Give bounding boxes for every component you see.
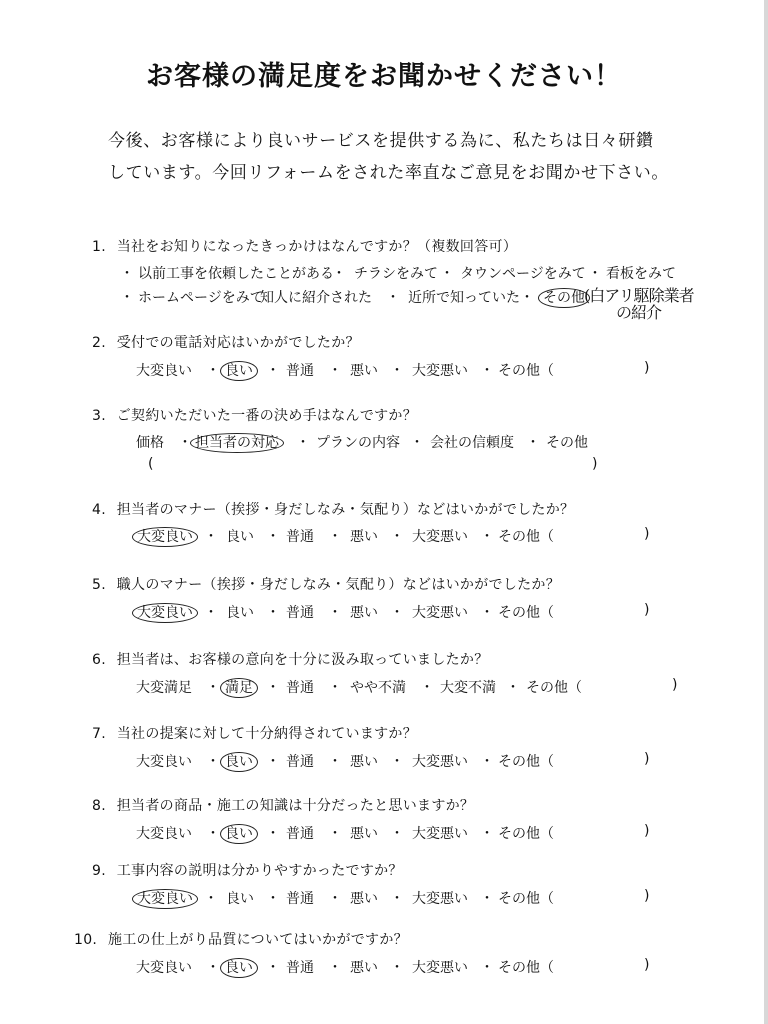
option-item: 普通: [286, 363, 314, 379]
q2-options: [0, 360, 768, 382]
question-number: 9.: [92, 863, 106, 879]
separator: ・: [328, 960, 342, 976]
option-item: プランの内容: [316, 435, 400, 451]
option-item: その他（: [498, 891, 554, 907]
question-number: 10.: [74, 932, 98, 948]
option-item: 悪い: [350, 363, 378, 379]
question-1: [92, 236, 517, 256]
bullet: ・: [520, 290, 534, 306]
option-item: 悪い: [350, 754, 378, 770]
option-item: 普通: [286, 826, 314, 842]
option-item: 大変良い: [136, 754, 192, 770]
separator: ・: [390, 529, 404, 545]
option-item: チラシをみて: [354, 266, 438, 282]
option-item: 大変満足: [136, 680, 192, 696]
q3-options: [0, 432, 768, 454]
separator: ・: [390, 960, 404, 976]
separator: ・: [420, 680, 434, 696]
question-text: 職人のマナー（挨拶・身だしなみ・気配り）などはいかがでしたか？: [116, 577, 561, 593]
separator: ・: [480, 826, 494, 842]
separator: ・: [266, 754, 280, 770]
option-item: 大変良い: [136, 363, 192, 379]
bullet: ・: [440, 266, 454, 282]
selected-option-circle: 大変良い: [132, 603, 198, 623]
option-item: 普通: [286, 680, 314, 696]
question-text: ご契約いただいた一番の決め手はなんですか？: [116, 408, 418, 424]
q8-options: [0, 823, 768, 845]
intro-line-1: 今後、お客様により良いサービスを提供する為に、私たちは日々研鑽: [108, 131, 654, 151]
separator: ・: [328, 363, 342, 379]
separator: ・: [266, 680, 280, 696]
separator: ・: [328, 891, 342, 907]
q6-options: [0, 677, 768, 699]
question-8: [92, 795, 474, 815]
separator: ・: [206, 960, 220, 976]
question-text: 当社の提案に対して十分納得されていますか？: [116, 726, 418, 742]
selected-option-circle: 良い: [220, 958, 258, 978]
option-item: 普通: [286, 891, 314, 907]
question-number: 6.: [92, 652, 106, 668]
close-paren: ): [644, 888, 650, 904]
option-item: 普通: [286, 754, 314, 770]
separator: ・: [328, 605, 342, 621]
separator: ・: [506, 680, 520, 696]
question-4: [92, 499, 574, 519]
option-item: 大変悪い: [412, 754, 468, 770]
selected-option-circle: その他: [538, 288, 590, 308]
question-10: [74, 929, 408, 949]
option-item: 大変悪い: [412, 826, 468, 842]
option-item: 看板をみて: [606, 266, 676, 282]
separator: ・: [390, 891, 404, 907]
selected-option-circle: 良い: [220, 361, 258, 381]
option-item: その他（: [498, 363, 554, 379]
question-text: 受付での電話対応はいかがでしたか？: [116, 335, 360, 351]
option-item: やや不満: [350, 680, 406, 696]
close-paren: ): [644, 751, 650, 767]
separator: ・: [266, 363, 280, 379]
page-title: お客様の満足度をお聞かせください！: [146, 61, 622, 92]
separator: ・: [328, 754, 342, 770]
separator: ・: [204, 891, 218, 907]
option-item: 普通: [286, 605, 314, 621]
handwritten-note: (白アリ駆除業者: [584, 286, 694, 305]
option-item: タウンページをみて: [460, 266, 586, 282]
option-item: 大変悪い: [412, 891, 468, 907]
option-item: 良い: [226, 529, 254, 545]
close-paren: ): [644, 823, 650, 839]
option-item: 悪い: [350, 826, 378, 842]
option-item: 悪い: [350, 529, 378, 545]
question-text: 工事内容の説明は分かりやすかったですか？: [116, 863, 403, 879]
question-7: [92, 723, 417, 743]
option-item: 会社の信頼度: [430, 435, 514, 451]
question-number: 8.: [92, 798, 106, 814]
option-item: 悪い: [350, 960, 378, 976]
separator: ・: [480, 754, 494, 770]
bullet: ・: [120, 266, 134, 282]
separator: ・: [480, 363, 494, 379]
separator: ・: [480, 891, 494, 907]
separator: ・: [480, 529, 494, 545]
q4-options: [0, 526, 768, 548]
separator: ・: [178, 435, 192, 451]
option-item: その他（: [498, 960, 554, 976]
separator: ・: [266, 826, 280, 842]
question-number: 7.: [92, 726, 106, 742]
option-item: 大変悪い: [412, 363, 468, 379]
q5-options: [0, 602, 768, 624]
bullet: ・: [386, 290, 400, 306]
question-text: 担当者のマナー（挨拶・身だしなみ・気配り）などはいかがでしたか？: [116, 502, 575, 518]
close-paren: ): [644, 957, 650, 973]
close-paren: ): [644, 526, 650, 542]
question-number: 2.: [92, 335, 106, 351]
separator: ・: [206, 680, 220, 696]
close-paren: ): [672, 677, 678, 693]
option-item: 知人に紹介された: [260, 290, 372, 306]
selected-option-circle: 担当者の対応: [190, 433, 284, 453]
question-text: 当社をお知りになったきっかけはなんですか？（複数回答可）: [116, 239, 518, 255]
scan-edge: [764, 0, 768, 1024]
separator: ・: [206, 363, 220, 379]
q9-options: [0, 888, 768, 910]
option-item: 大変不満: [440, 680, 496, 696]
option-item: 大変悪い: [412, 605, 468, 621]
option-item: 大変良い: [136, 960, 192, 976]
separator: ・: [206, 754, 220, 770]
question-number: 4.: [92, 502, 106, 518]
selected-option-circle: 大変良い: [132, 527, 198, 547]
option-item: その他（: [498, 754, 554, 770]
question-5: [92, 574, 560, 594]
separator: ・: [296, 435, 310, 451]
option-item: 悪い: [350, 891, 378, 907]
option-item: 普通: [286, 529, 314, 545]
separator: ・: [390, 826, 404, 842]
separator: ・: [204, 605, 218, 621]
question-text: 施工の仕上がり品質についてはいかがですか？: [107, 932, 408, 948]
question-number: 3.: [92, 408, 106, 424]
option-item: 以前工事を依頼したことがある: [138, 266, 334, 282]
separator: ・: [410, 435, 424, 451]
option-item: ホームページをみて: [138, 290, 264, 306]
option-item: その他: [546, 435, 588, 451]
option-item: 大変悪い: [412, 529, 468, 545]
option-item: 良い: [226, 605, 254, 621]
close-paren: ): [644, 602, 650, 618]
question-6: [92, 649, 489, 669]
separator: ・: [390, 754, 404, 770]
question-3: [92, 405, 417, 425]
question-9: [92, 860, 403, 880]
separator: ・: [266, 960, 280, 976]
separator: ・: [480, 605, 494, 621]
question-text: 担当者は、お客様の意向を十分に汲み取っていましたか？: [116, 652, 489, 668]
question-2: [92, 332, 360, 352]
selected-option-circle: 良い: [220, 752, 258, 772]
option-item: その他（: [498, 826, 554, 842]
intro-line-2: しています。今回リフォームをされた率直なご意見をお聞かせ下さい。: [108, 163, 669, 183]
option-item: 大変良い: [136, 826, 192, 842]
close-paren: ): [592, 456, 598, 472]
question-number: 1.: [92, 239, 106, 255]
separator: ・: [204, 529, 218, 545]
separator: ・: [328, 826, 342, 842]
separator: ・: [266, 529, 280, 545]
q1-options-row-1: [0, 263, 768, 283]
question-text: 担当者の商品・施工の知識は十分だったと思いますか？: [116, 798, 475, 814]
option-item: その他（: [526, 680, 582, 696]
q10-options: [0, 957, 768, 979]
separator: ・: [390, 605, 404, 621]
separator: ・: [266, 605, 280, 621]
selected-option-circle: 満足: [220, 678, 258, 698]
option-item: その他（: [498, 529, 554, 545]
q7-options: [0, 751, 768, 773]
question-number: 5.: [92, 577, 106, 593]
open-paren: (: [148, 456, 154, 472]
bullet: ・: [588, 266, 602, 282]
option-item: 悪い: [350, 605, 378, 621]
option-item: 大変悪い: [412, 960, 468, 976]
separator: ・: [328, 680, 342, 696]
option-item: 普通: [286, 960, 314, 976]
option-item: 近所で知っていた: [408, 290, 520, 306]
option-item: 価格: [136, 435, 164, 451]
separator: ・: [526, 435, 540, 451]
bullet: ・: [332, 266, 346, 282]
option-item: その他（: [498, 605, 554, 621]
handwritten-note: の紹介: [616, 303, 662, 322]
separator: ・: [266, 891, 280, 907]
q3-other-line: [0, 456, 768, 478]
bullet: ・: [120, 290, 134, 306]
selected-option-circle: 良い: [220, 824, 258, 844]
option-item: 良い: [226, 891, 254, 907]
selected-option-circle: 大変良い: [132, 889, 198, 909]
separator: ・: [328, 529, 342, 545]
close-paren: ): [644, 360, 650, 376]
separator: ・: [480, 960, 494, 976]
separator: ・: [390, 363, 404, 379]
separator: ・: [206, 826, 220, 842]
